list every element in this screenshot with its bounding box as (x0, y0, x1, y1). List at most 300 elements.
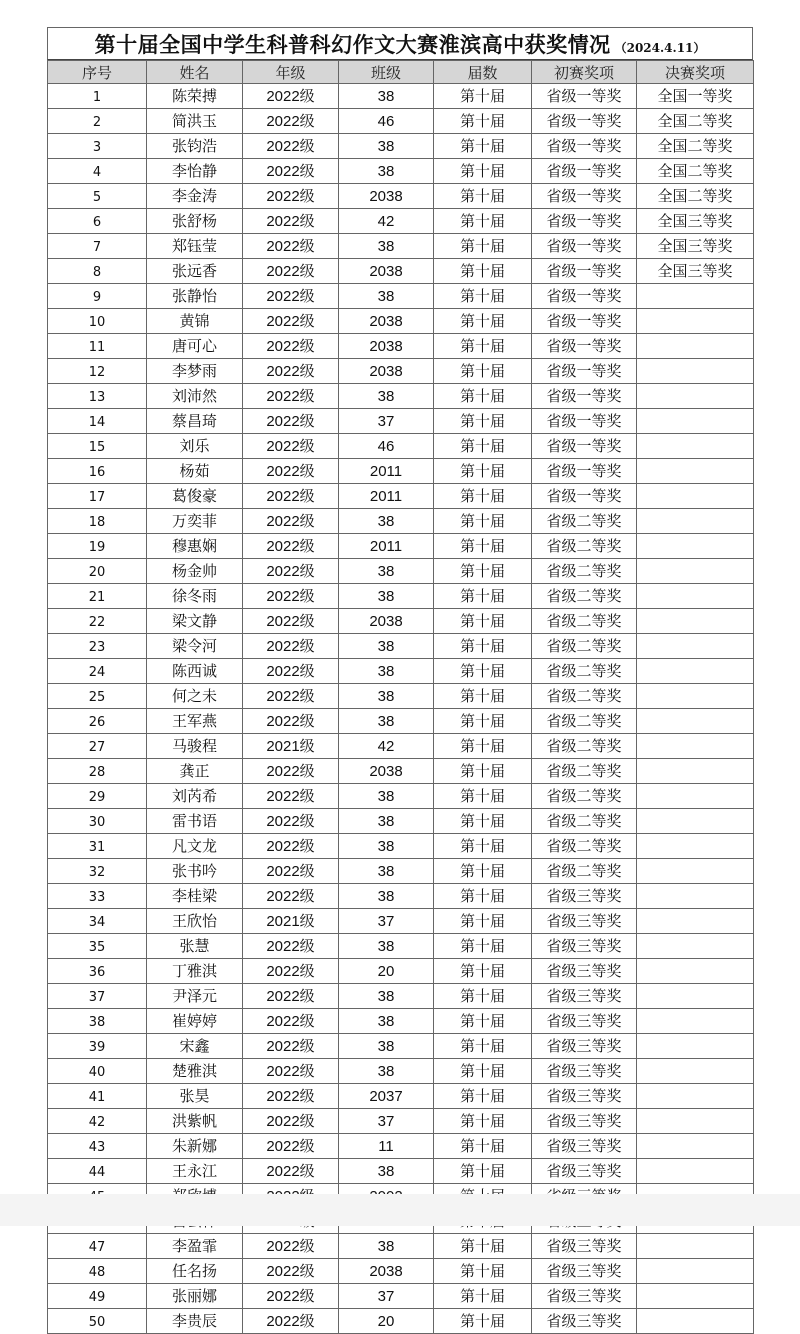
cell-session: 第十届 (434, 159, 532, 184)
cell-grade: 2022级 (243, 259, 339, 284)
cell-class: 42 (339, 209, 434, 234)
cell-prelim-award: 省级三等奖 (532, 1284, 637, 1309)
cell-session: 第十届 (434, 409, 532, 434)
cell-final-award (637, 909, 754, 934)
cell-name: 陈荣搏 (147, 84, 243, 109)
table-row (48, 109, 754, 134)
table-row (48, 434, 754, 459)
cell-name: 崔婷婷 (147, 1009, 243, 1034)
cell-index: 34 (48, 909, 147, 934)
cell-final-award (637, 1134, 754, 1159)
cell-prelim-award: 省级二等奖 (532, 509, 637, 534)
cell-index: 4 (48, 159, 147, 184)
cell-index: 6 (48, 209, 147, 234)
cell-index: 40 (48, 1059, 147, 1084)
cell-index: 10 (48, 309, 147, 334)
cell-index: 30 (48, 809, 147, 834)
table-row (48, 634, 754, 659)
table-row (48, 1084, 754, 1109)
cell-index: 39 (48, 1034, 147, 1059)
page-bottom-margin (0, 1194, 800, 1226)
cell-name: 李贵辰 (147, 1309, 243, 1334)
cell-name: 郑钰莹 (147, 234, 243, 259)
cell-name: 宋鑫 (147, 1034, 243, 1059)
cell-final-award (637, 859, 754, 884)
cell-session: 第十届 (434, 309, 532, 334)
cell-name: 唐可心 (147, 334, 243, 359)
cell-name: 李桂梁 (147, 884, 243, 909)
cell-class: 38 (339, 859, 434, 884)
cell-grade: 2022级 (243, 709, 339, 734)
cell-grade: 2022级 (243, 1284, 339, 1309)
cell-session: 第十届 (434, 109, 532, 134)
cell-index: 28 (48, 759, 147, 784)
cell-name: 梁令河 (147, 634, 243, 659)
cell-prelim-award: 省级一等奖 (532, 259, 637, 284)
cell-class: 2038 (339, 184, 434, 209)
cell-grade: 2022级 (243, 684, 339, 709)
cell-class: 2011 (339, 484, 434, 509)
cell-grade: 2022级 (243, 584, 339, 609)
cell-name: 朱新娜 (147, 1134, 243, 1159)
cell-grade: 2022级 (243, 1034, 339, 1059)
cell-session: 第十届 (434, 609, 532, 634)
cell-class: 20 (339, 959, 434, 984)
cell-final-award (637, 934, 754, 959)
table-row (48, 84, 754, 109)
table-row (48, 184, 754, 209)
cell-session: 第十届 (434, 1159, 532, 1184)
cell-final-award (637, 1159, 754, 1184)
cell-index: 23 (48, 634, 147, 659)
cell-index: 35 (48, 934, 147, 959)
cell-index: 3 (48, 134, 147, 159)
cell-session: 第十届 (434, 359, 532, 384)
cell-class: 37 (339, 409, 434, 434)
cell-class: 2038 (339, 609, 434, 634)
cell-index: 33 (48, 884, 147, 909)
cell-prelim-award: 省级三等奖 (532, 1009, 637, 1034)
cell-final-award (637, 559, 754, 584)
cell-grade: 2022级 (243, 1134, 339, 1159)
cell-session: 第十届 (434, 784, 532, 809)
cell-grade: 2022级 (243, 459, 339, 484)
cell-index: 25 (48, 684, 147, 709)
cell-grade: 2022级 (243, 209, 339, 234)
cell-name: 丁雅淇 (147, 959, 243, 984)
cell-class: 2011 (339, 534, 434, 559)
cell-session: 第十届 (434, 809, 532, 834)
cell-class: 38 (339, 809, 434, 834)
cell-grade: 2022级 (243, 284, 339, 309)
cell-final-award (637, 709, 754, 734)
cell-index: 19 (48, 534, 147, 559)
cell-name: 王军燕 (147, 709, 243, 734)
cell-prelim-award: 省级二等奖 (532, 634, 637, 659)
table-row (48, 684, 754, 709)
cell-name: 陈西诚 (147, 659, 243, 684)
cell-session: 第十届 (434, 1284, 532, 1309)
cell-class: 38 (339, 834, 434, 859)
cell-session: 第十届 (434, 234, 532, 259)
table-row (48, 909, 754, 934)
table-row (48, 1109, 754, 1134)
cell-prelim-award: 省级二等奖 (532, 609, 637, 634)
cell-final-award (637, 359, 754, 384)
cell-class: 37 (339, 1284, 434, 1309)
cell-session: 第十届 (434, 334, 532, 359)
cell-prelim-award: 省级三等奖 (532, 884, 637, 909)
cell-index: 44 (48, 1159, 147, 1184)
cell-name: 徐冬雨 (147, 584, 243, 609)
cell-grade: 2022级 (243, 809, 339, 834)
cell-grade: 2022级 (243, 334, 339, 359)
cell-grade: 2022级 (243, 1084, 339, 1109)
table-row (48, 234, 754, 259)
cell-session: 第十届 (434, 509, 532, 534)
cell-class: 38 (339, 509, 434, 534)
cell-session: 第十届 (434, 459, 532, 484)
cell-session: 第十届 (434, 659, 532, 684)
cell-session: 第十届 (434, 84, 532, 109)
cell-grade: 2022级 (243, 659, 339, 684)
cell-session: 第十届 (434, 134, 532, 159)
cell-index: 42 (48, 1109, 147, 1134)
cell-name: 李金涛 (147, 184, 243, 209)
cell-session: 第十届 (434, 759, 532, 784)
header-grade: 年级 (243, 61, 339, 84)
cell-class: 37 (339, 909, 434, 934)
cell-session: 第十届 (434, 1234, 532, 1259)
cell-final-award (637, 959, 754, 984)
cell-grade: 2022级 (243, 784, 339, 809)
cell-index: 11 (48, 334, 147, 359)
cell-final-award (637, 509, 754, 534)
cell-prelim-award: 省级三等奖 (532, 1059, 637, 1084)
cell-session: 第十届 (434, 1084, 532, 1109)
table-row (48, 609, 754, 634)
cell-class: 38 (339, 709, 434, 734)
cell-session: 第十届 (434, 959, 532, 984)
table-row (48, 1284, 754, 1309)
cell-class: 38 (339, 684, 434, 709)
cell-name: 李梦雨 (147, 359, 243, 384)
cell-index: 36 (48, 959, 147, 984)
cell-index: 47 (48, 1234, 147, 1259)
header-session: 届数 (434, 61, 532, 84)
cell-final-award (637, 409, 754, 434)
cell-prelim-award: 省级二等奖 (532, 584, 637, 609)
cell-grade: 2022级 (243, 634, 339, 659)
table-row (48, 284, 754, 309)
cell-grade: 2022级 (243, 559, 339, 584)
table-row (48, 534, 754, 559)
cell-class: 38 (339, 984, 434, 1009)
cell-prelim-award: 省级三等奖 (532, 909, 637, 934)
cell-final-award (637, 684, 754, 709)
cell-class: 38 (339, 1009, 434, 1034)
cell-name: 黄锦 (147, 309, 243, 334)
cell-index: 26 (48, 709, 147, 734)
cell-name: 张书吟 (147, 859, 243, 884)
table-row (48, 659, 754, 684)
cell-grade: 2022级 (243, 109, 339, 134)
cell-class: 2038 (339, 759, 434, 784)
cell-class: 38 (339, 1034, 434, 1059)
table-row (48, 959, 754, 984)
cell-grade: 2022级 (243, 934, 339, 959)
table-row (48, 334, 754, 359)
cell-grade: 2022级 (243, 184, 339, 209)
cell-prelim-award: 省级二等奖 (532, 659, 637, 684)
cell-prelim-award: 省级二等奖 (532, 709, 637, 734)
cell-final-award (637, 834, 754, 859)
cell-final-award (637, 1109, 754, 1134)
table-row (48, 584, 754, 609)
cell-class: 37 (339, 1109, 434, 1134)
cell-class: 46 (339, 434, 434, 459)
cell-class: 38 (339, 134, 434, 159)
cell-prelim-award: 省级一等奖 (532, 459, 637, 484)
cell-grade: 2022级 (243, 84, 339, 109)
cell-prelim-award: 省级三等奖 (532, 1109, 637, 1134)
cell-grade: 2022级 (243, 959, 339, 984)
cell-index: 7 (48, 234, 147, 259)
cell-index: 24 (48, 659, 147, 684)
cell-index: 32 (48, 859, 147, 884)
cell-final-award: 全国二等奖 (637, 184, 754, 209)
cell-class: 38 (339, 659, 434, 684)
cell-grade: 2022级 (243, 434, 339, 459)
cell-name: 张舒杨 (147, 209, 243, 234)
cell-session: 第十届 (434, 1309, 532, 1334)
cell-index: 9 (48, 284, 147, 309)
cell-name: 龚正 (147, 759, 243, 784)
cell-session: 第十届 (434, 584, 532, 609)
cell-name: 楚雅淇 (147, 1059, 243, 1084)
cell-grade: 2022级 (243, 309, 339, 334)
cell-grade: 2022级 (243, 384, 339, 409)
cell-index: 37 (48, 984, 147, 1009)
cell-index: 50 (48, 1309, 147, 1334)
cell-final-award (637, 734, 754, 759)
cell-session: 第十届 (434, 1059, 532, 1084)
cell-class: 38 (339, 284, 434, 309)
cell-class: 38 (339, 1234, 434, 1259)
cell-name: 蔡昌琦 (147, 409, 243, 434)
cell-name: 张钧浩 (147, 134, 243, 159)
cell-final-award (637, 759, 754, 784)
table-row (48, 734, 754, 759)
table-row (48, 1259, 754, 1284)
cell-prelim-award: 省级一等奖 (532, 434, 637, 459)
cell-name: 简洪玉 (147, 109, 243, 134)
table-row (48, 859, 754, 884)
header-row (48, 61, 754, 84)
cell-final-award (637, 484, 754, 509)
cell-session: 第十届 (434, 284, 532, 309)
cell-index: 29 (48, 784, 147, 809)
cell-index: 13 (48, 384, 147, 409)
cell-prelim-award: 省级一等奖 (532, 184, 637, 209)
cell-name: 马骏程 (147, 734, 243, 759)
cell-name: 李盈霏 (147, 1234, 243, 1259)
cell-prelim-award: 省级一等奖 (532, 284, 637, 309)
cell-final-award (637, 1084, 754, 1109)
table-row (48, 1309, 754, 1334)
table-row (48, 509, 754, 534)
cell-name: 李怡静 (147, 159, 243, 184)
cell-grade: 2022级 (243, 359, 339, 384)
header-class: 班级 (339, 61, 434, 84)
cell-index: 8 (48, 259, 147, 284)
cell-grade: 2022级 (243, 1309, 339, 1334)
cell-session: 第十届 (434, 1034, 532, 1059)
cell-name: 张静怡 (147, 284, 243, 309)
cell-final-award: 全国三等奖 (637, 209, 754, 234)
document-title (47, 28, 753, 60)
cell-index: 41 (48, 1084, 147, 1109)
cell-session: 第十届 (434, 259, 532, 284)
cell-prelim-award: 省级三等奖 (532, 934, 637, 959)
cell-name: 梁文静 (147, 609, 243, 634)
cell-prelim-award: 省级二等奖 (532, 734, 637, 759)
table-row (48, 259, 754, 284)
cell-final-award (637, 784, 754, 809)
cell-name: 刘芮希 (147, 784, 243, 809)
cell-index: 5 (48, 184, 147, 209)
cell-class: 38 (339, 784, 434, 809)
cell-final-award (637, 534, 754, 559)
cell-index: 1 (48, 84, 147, 109)
cell-class: 11 (339, 1134, 434, 1159)
cell-name: 杨茹 (147, 459, 243, 484)
cell-name: 洪紫帆 (147, 1109, 243, 1134)
cell-final-award (637, 584, 754, 609)
cell-class: 38 (339, 234, 434, 259)
cell-index: 15 (48, 434, 147, 459)
table-row (48, 1034, 754, 1059)
cell-prelim-award: 省级二等奖 (532, 784, 637, 809)
cell-final-award (637, 334, 754, 359)
table-body (48, 84, 754, 1334)
cell-name: 葛俊豪 (147, 484, 243, 509)
table-row (48, 1134, 754, 1159)
cell-prelim-award: 省级三等奖 (532, 1159, 637, 1184)
cell-final-award (637, 1284, 754, 1309)
cell-session: 第十届 (434, 934, 532, 959)
cell-grade: 2022级 (243, 509, 339, 534)
cell-final-award (637, 384, 754, 409)
cell-class: 20 (339, 1309, 434, 1334)
cell-grade: 2022级 (243, 859, 339, 884)
cell-final-award (637, 634, 754, 659)
cell-prelim-award: 省级二等奖 (532, 759, 637, 784)
cell-index: 48 (48, 1259, 147, 1284)
cell-session: 第十届 (434, 984, 532, 1009)
cell-prelim-award: 省级三等奖 (532, 1084, 637, 1109)
cell-final-award: 全国三等奖 (637, 234, 754, 259)
cell-session: 第十届 (434, 684, 532, 709)
cell-prelim-award: 省级一等奖 (532, 359, 637, 384)
cell-class: 38 (339, 159, 434, 184)
cell-session: 第十届 (434, 634, 532, 659)
cell-prelim-award: 省级一等奖 (532, 84, 637, 109)
table-row (48, 209, 754, 234)
cell-grade: 2022级 (243, 1059, 339, 1084)
cell-final-award (637, 1309, 754, 1334)
cell-final-award (637, 609, 754, 634)
cell-grade: 2021级 (243, 734, 339, 759)
cell-session: 第十届 (434, 1109, 532, 1134)
cell-prelim-award: 省级三等奖 (532, 1134, 637, 1159)
table-row (48, 809, 754, 834)
table-row (48, 384, 754, 409)
cell-final-award (637, 309, 754, 334)
cell-name: 万奕菲 (147, 509, 243, 534)
cell-class: 2037 (339, 1084, 434, 1109)
cell-prelim-award: 省级一等奖 (532, 384, 637, 409)
cell-grade: 2021级 (243, 909, 339, 934)
cell-session: 第十届 (434, 184, 532, 209)
cell-session: 第十届 (434, 884, 532, 909)
table-row (48, 1159, 754, 1184)
table-row (48, 1009, 754, 1034)
cell-class: 46 (339, 109, 434, 134)
cell-prelim-award: 省级二等奖 (532, 559, 637, 584)
cell-prelim-award: 省级二等奖 (532, 534, 637, 559)
cell-session: 第十届 (434, 434, 532, 459)
cell-prelim-award: 省级二等奖 (532, 859, 637, 884)
cell-final-award (637, 659, 754, 684)
title-date: （2024.4.11） (614, 41, 706, 55)
table-row (48, 159, 754, 184)
table-row (48, 759, 754, 784)
cell-name: 王永江 (147, 1159, 243, 1184)
cell-index: 31 (48, 834, 147, 859)
cell-prelim-award: 省级二等奖 (532, 834, 637, 859)
cell-grade: 2022级 (243, 534, 339, 559)
cell-grade: 2022级 (243, 834, 339, 859)
award-sheet (47, 27, 753, 1330)
cell-class: 38 (339, 1159, 434, 1184)
cell-prelim-award: 省级三等奖 (532, 984, 637, 1009)
cell-class: 2011 (339, 459, 434, 484)
cell-grade: 2022级 (243, 1234, 339, 1259)
table-header (48, 61, 754, 84)
cell-session: 第十届 (434, 1134, 532, 1159)
cell-class: 2038 (339, 259, 434, 284)
table-row (48, 1234, 754, 1259)
cell-final-award (637, 984, 754, 1009)
cell-name: 刘乐 (147, 434, 243, 459)
cell-index: 22 (48, 609, 147, 634)
title-text: 第十届全国中学生科普科幻作文大赛淮滨高中获奖情况 (94, 32, 611, 57)
cell-name: 张远香 (147, 259, 243, 284)
cell-name: 张慧 (147, 934, 243, 959)
cell-grade: 2022级 (243, 1009, 339, 1034)
table-row (48, 409, 754, 434)
table-row (48, 559, 754, 584)
cell-class: 2038 (339, 309, 434, 334)
cell-grade: 2022级 (243, 884, 339, 909)
cell-grade: 2022级 (243, 159, 339, 184)
header-name: 姓名 (147, 61, 243, 84)
table-row (48, 309, 754, 334)
header-final-award: 决赛奖项 (637, 61, 754, 84)
cell-prelim-award: 省级三等奖 (532, 1034, 637, 1059)
cell-name: 张丽娜 (147, 1284, 243, 1309)
